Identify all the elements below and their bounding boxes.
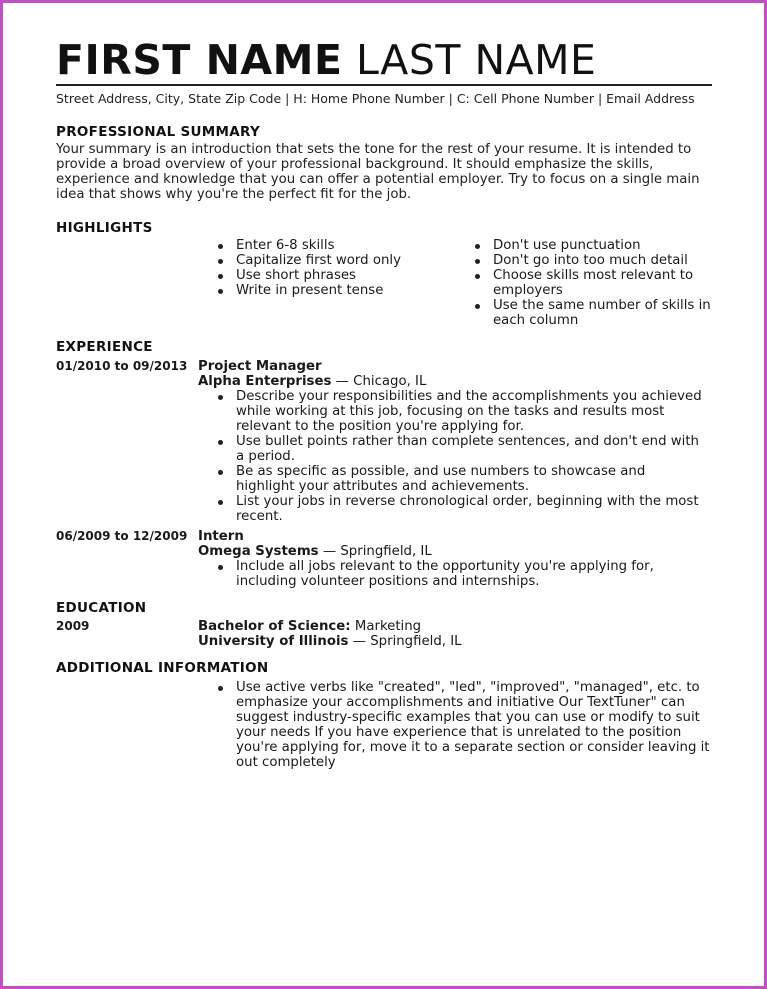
list-item: Be as specific as possible, and use numbers to showcase and highlight your attributes and achievements. (198, 464, 702, 494)
highlights-col-1 (198, 238, 455, 328)
job-details (198, 359, 712, 389)
job-title: Project Manager (198, 359, 322, 374)
additional-heading: ADDITIONAL INFORMATION (56, 660, 269, 676)
job-location: — Chicago, IL (331, 374, 427, 389)
job-location: — Springfield, IL (318, 544, 432, 559)
list-item: Write in present tense (198, 283, 455, 298)
job-bullets (198, 559, 702, 589)
highlights-col-2 (455, 238, 712, 328)
job-company-line (198, 374, 712, 389)
job-dates: 06/2009 to 12/2009 (56, 529, 188, 543)
list-item: Use short phrases (198, 268, 455, 283)
education-heading: EDUCATION (56, 600, 147, 616)
list-item: Use bullet points rather than complete sentences, and don't end with a period. (198, 434, 702, 464)
summary-text: Your summary is an introduction that sets the tone for the rest of your resume. It is intended to provide a broad overview of your professional background. It should emphasize the skills, experience and knowledge that you can offer a potential employer. Try to focus on a single main idea that shows why you're the perfect fit for the job. (56, 142, 700, 202)
list-item: Don't go into too much detail (455, 253, 712, 268)
list-item: Include all jobs relevant to the opportunity you're applying for, including volunteer positions and internships. (198, 559, 702, 589)
degree: Bachelor of Science: (198, 619, 351, 634)
job-bullets (198, 389, 702, 524)
job-title: Intern (198, 529, 244, 544)
list-item: List your jobs in reverse chronological order, beginning with the most recent. (198, 494, 702, 524)
first-name: FIRST NAME (56, 36, 343, 84)
list-item: Describe your responsibilities and the accomplishments you achieved while working at this job, focusing on the tasks and results most relevant to the position you're applying for. (198, 389, 702, 434)
list-item: Use active verbs like "created", "led", "improved", "managed", etc. to emphasize your accomplishments and initiative Our TextTuner" can suggest industry-specific examples that you can use or modify to suit your needs If you have experience that is unrelated to the position you're applying for, move it to a separate section or consider leaving it out completely (198, 680, 712, 770)
job-entry (56, 529, 712, 559)
last-name: LAST NAME (356, 36, 597, 84)
job-company-line (198, 544, 712, 559)
list-item: Don't use punctuation (455, 238, 712, 253)
job-entry (56, 359, 712, 389)
job-details (198, 529, 712, 559)
list-item: Capitalize first word only (198, 253, 455, 268)
list-item: Choose skills most relevant to employers (455, 268, 712, 298)
name-heading (56, 34, 712, 86)
education-year: 2009 (56, 619, 90, 633)
job-company: Omega Systems (198, 544, 319, 559)
school-location: — Springfield, IL (348, 634, 462, 649)
summary-heading: PROFESSIONAL SUMMARY (56, 124, 261, 140)
resume-page (56, 34, 712, 770)
additional-bullets (198, 680, 712, 770)
education-entry (56, 619, 712, 649)
job-dates: 01/2010 to 09/2013 (56, 359, 188, 373)
list-item: Use the same number of skills in each column (455, 298, 712, 328)
contact-line: Street Address, City, State Zip Code | H: Home Phone Number | C: Cell Phone Number | Email Address (56, 91, 695, 106)
highlights-heading: HIGHLIGHTS (56, 220, 153, 236)
education-details (198, 619, 712, 649)
major: Marketing (350, 619, 422, 634)
degree-line (198, 619, 712, 634)
list-item: Enter 6-8 skills (198, 238, 455, 253)
school-line (198, 634, 712, 649)
job-company: Alpha Enterprises (198, 374, 332, 389)
school: University of Illinois (198, 634, 349, 649)
experience-heading: EXPERIENCE (56, 339, 153, 355)
highlights-columns (198, 238, 712, 328)
